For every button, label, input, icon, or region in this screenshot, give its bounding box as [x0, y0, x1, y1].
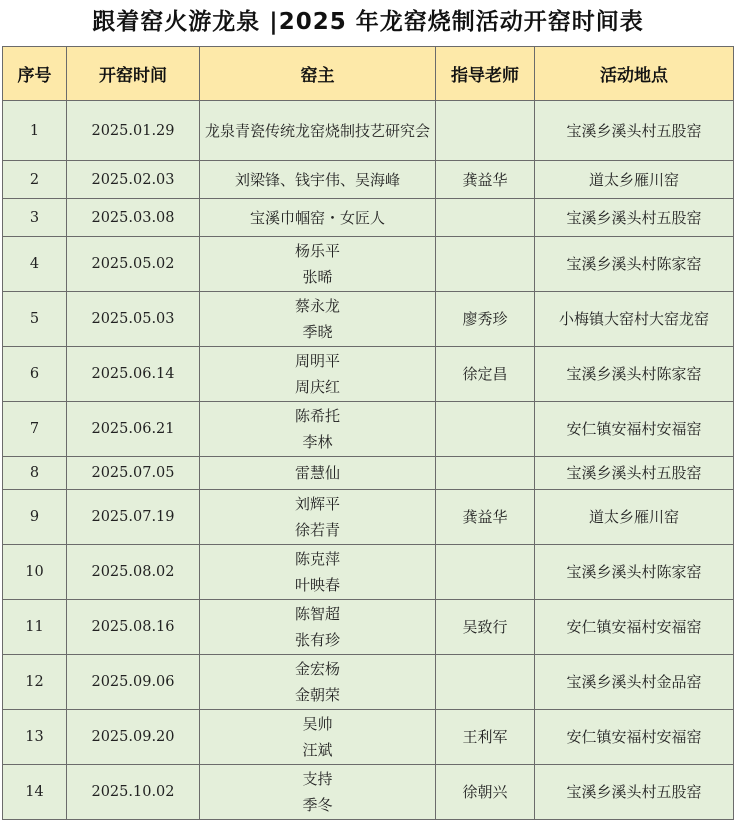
- owner-name: 陈克萍: [294, 550, 340, 568]
- cell-date: 2025.01.29: [67, 101, 200, 161]
- cell-date: 2025.02.03: [67, 161, 200, 199]
- owner-name: 叶映春: [294, 576, 340, 594]
- cell-kiln-owner: [200, 710, 436, 765]
- cell-location: 安仁镇安福村安福窑: [535, 402, 734, 457]
- cell-teacher: [436, 237, 535, 292]
- owner-name: 张有珍: [294, 631, 340, 649]
- cell-teacher: 王利军: [436, 710, 535, 765]
- cell-teacher: [436, 545, 535, 600]
- cell-teacher: [436, 101, 535, 161]
- cell-kiln-owner: [200, 292, 436, 347]
- column-header-location: 活动地点: [535, 47, 734, 101]
- cell-teacher: 廖秀珍: [436, 292, 535, 347]
- cell-number: 11: [3, 600, 67, 655]
- cell-teacher: [436, 457, 535, 490]
- cell-kiln-owner: [200, 457, 436, 490]
- cell-location: 道太乡雁川窑: [535, 490, 734, 545]
- cell-kiln-owner: [200, 545, 436, 600]
- column-header-number: 序号: [3, 47, 67, 101]
- cell-kiln-owner: [200, 161, 436, 199]
- cell-date: 2025.05.03: [67, 292, 200, 347]
- column-header-teacher: 指导老师: [436, 47, 535, 101]
- cell-location: 安仁镇安福村安福窑: [535, 710, 734, 765]
- table-body: [3, 101, 734, 820]
- cell-date: 2025.07.05: [67, 457, 200, 490]
- owner-name: 刘梁锋、钱宇伟、吴海峰: [234, 170, 400, 189]
- owner-name: 李林: [302, 433, 333, 451]
- cell-location: 宝溪乡溪头村陈家窑: [535, 545, 734, 600]
- cell-location: 宝溪乡溪头村五股窑: [535, 101, 734, 161]
- cell-kiln-owner: [200, 655, 436, 710]
- column-header-date: 开窑时间: [67, 47, 200, 101]
- owner-name: 季冬: [302, 796, 333, 814]
- table-row: [3, 292, 734, 347]
- cell-location: 宝溪乡溪头村陈家窑: [535, 237, 734, 292]
- cell-number: 8: [3, 457, 67, 490]
- owner-name: 宝溪巾帼窑・女匠人: [249, 208, 385, 227]
- owner-name: 刘辉平: [294, 495, 340, 513]
- cell-kiln-owner: [200, 199, 436, 237]
- cell-teacher: [436, 655, 535, 710]
- owner-name: 徐若青: [294, 521, 340, 539]
- cell-kiln-owner: [200, 490, 436, 545]
- cell-location: 宝溪乡溪头村金品窑: [535, 655, 734, 710]
- cell-number: 10: [3, 545, 67, 600]
- cell-location: 宝溪乡溪头村五股窑: [535, 199, 734, 237]
- cell-number: 2: [3, 161, 67, 199]
- cell-kiln-owner: [200, 101, 436, 161]
- cell-kiln-owner: [200, 765, 436, 820]
- owner-name: 陈智超: [294, 605, 340, 623]
- cell-teacher: 吴致行: [436, 600, 535, 655]
- cell-number: 1: [3, 101, 67, 161]
- table-header-row: [3, 47, 734, 101]
- cell-location: 宝溪乡溪头村陈家窑: [535, 347, 734, 402]
- table-row: [3, 199, 734, 237]
- page-title: 跟着窑火游龙泉 |2025 年龙窑烧制活动开窑时间表: [92, 9, 644, 35]
- cell-location: 道太乡雁川窑: [535, 161, 734, 199]
- cell-teacher: 龚益华: [436, 490, 535, 545]
- owner-name: 金朝荣: [294, 686, 340, 704]
- table-row: [3, 161, 734, 199]
- cell-date: 2025.07.19: [67, 490, 200, 545]
- owner-name: 蔡永龙: [294, 297, 340, 315]
- owner-name: 杨乐平: [294, 242, 340, 260]
- cell-number: 6: [3, 347, 67, 402]
- table-row: [3, 347, 734, 402]
- cell-date: 2025.06.21: [67, 402, 200, 457]
- owner-name: 雷慧仙: [294, 464, 340, 482]
- cell-location: 宝溪乡溪头村五股窑: [535, 457, 734, 490]
- cell-kiln-owner: [200, 347, 436, 402]
- owner-name: 吴帅: [302, 715, 333, 733]
- table-row: [3, 545, 734, 600]
- cell-date: 2025.03.08: [67, 199, 200, 237]
- cell-date: 2025.08.02: [67, 545, 200, 600]
- cell-location: 安仁镇安福村安福窑: [535, 600, 734, 655]
- table-row: [3, 600, 734, 655]
- owner-name: 陈希托: [294, 407, 340, 425]
- owner-name: 周庆红: [294, 378, 340, 396]
- owner-name: 龙泉青瓷传统龙窑烧制技艺研究会: [204, 121, 430, 140]
- cell-teacher: 龚益华: [436, 161, 535, 199]
- cell-number: 9: [3, 490, 67, 545]
- table-row: [3, 237, 734, 292]
- column-header-kiln-owner: 窑主: [200, 47, 436, 101]
- owner-name: 季晓: [302, 323, 333, 341]
- cell-kiln-owner: [200, 600, 436, 655]
- owner-name: 张晞: [302, 268, 333, 286]
- cell-date: 2025.09.20: [67, 710, 200, 765]
- table-row: [3, 655, 734, 710]
- cell-number: 12: [3, 655, 67, 710]
- cell-teacher: 徐朝兴: [436, 765, 535, 820]
- owner-name: 金宏杨: [294, 660, 340, 678]
- owner-name: 汪斌: [302, 741, 333, 759]
- table-row: [3, 402, 734, 457]
- table-row: [3, 457, 734, 490]
- cell-teacher: [436, 199, 535, 237]
- table-row: [3, 490, 734, 545]
- cell-date: 2025.06.14: [67, 347, 200, 402]
- table-row: [3, 710, 734, 765]
- cell-number: 7: [3, 402, 67, 457]
- cell-number: 14: [3, 765, 67, 820]
- cell-kiln-owner: [200, 402, 436, 457]
- cell-number: 5: [3, 292, 67, 347]
- table-row: [3, 765, 734, 820]
- cell-teacher: [436, 402, 535, 457]
- cell-number: 4: [3, 237, 67, 292]
- table-row: [3, 101, 734, 161]
- cell-date: 2025.10.02: [67, 765, 200, 820]
- cell-number: 13: [3, 710, 67, 765]
- cell-date: 2025.08.16: [67, 600, 200, 655]
- schedule-table: [2, 46, 734, 820]
- cell-kiln-owner: [200, 237, 436, 292]
- cell-date: 2025.09.06: [67, 655, 200, 710]
- cell-teacher: 徐定昌: [436, 347, 535, 402]
- owner-name: 周明平: [294, 352, 340, 370]
- cell-location: 宝溪乡溪头村五股窑: [535, 765, 734, 820]
- cell-number: 3: [3, 199, 67, 237]
- cell-location: 小梅镇大窑村大窑龙窑: [535, 292, 734, 347]
- cell-date: 2025.05.02: [67, 237, 200, 292]
- owner-name: 支持: [302, 770, 333, 788]
